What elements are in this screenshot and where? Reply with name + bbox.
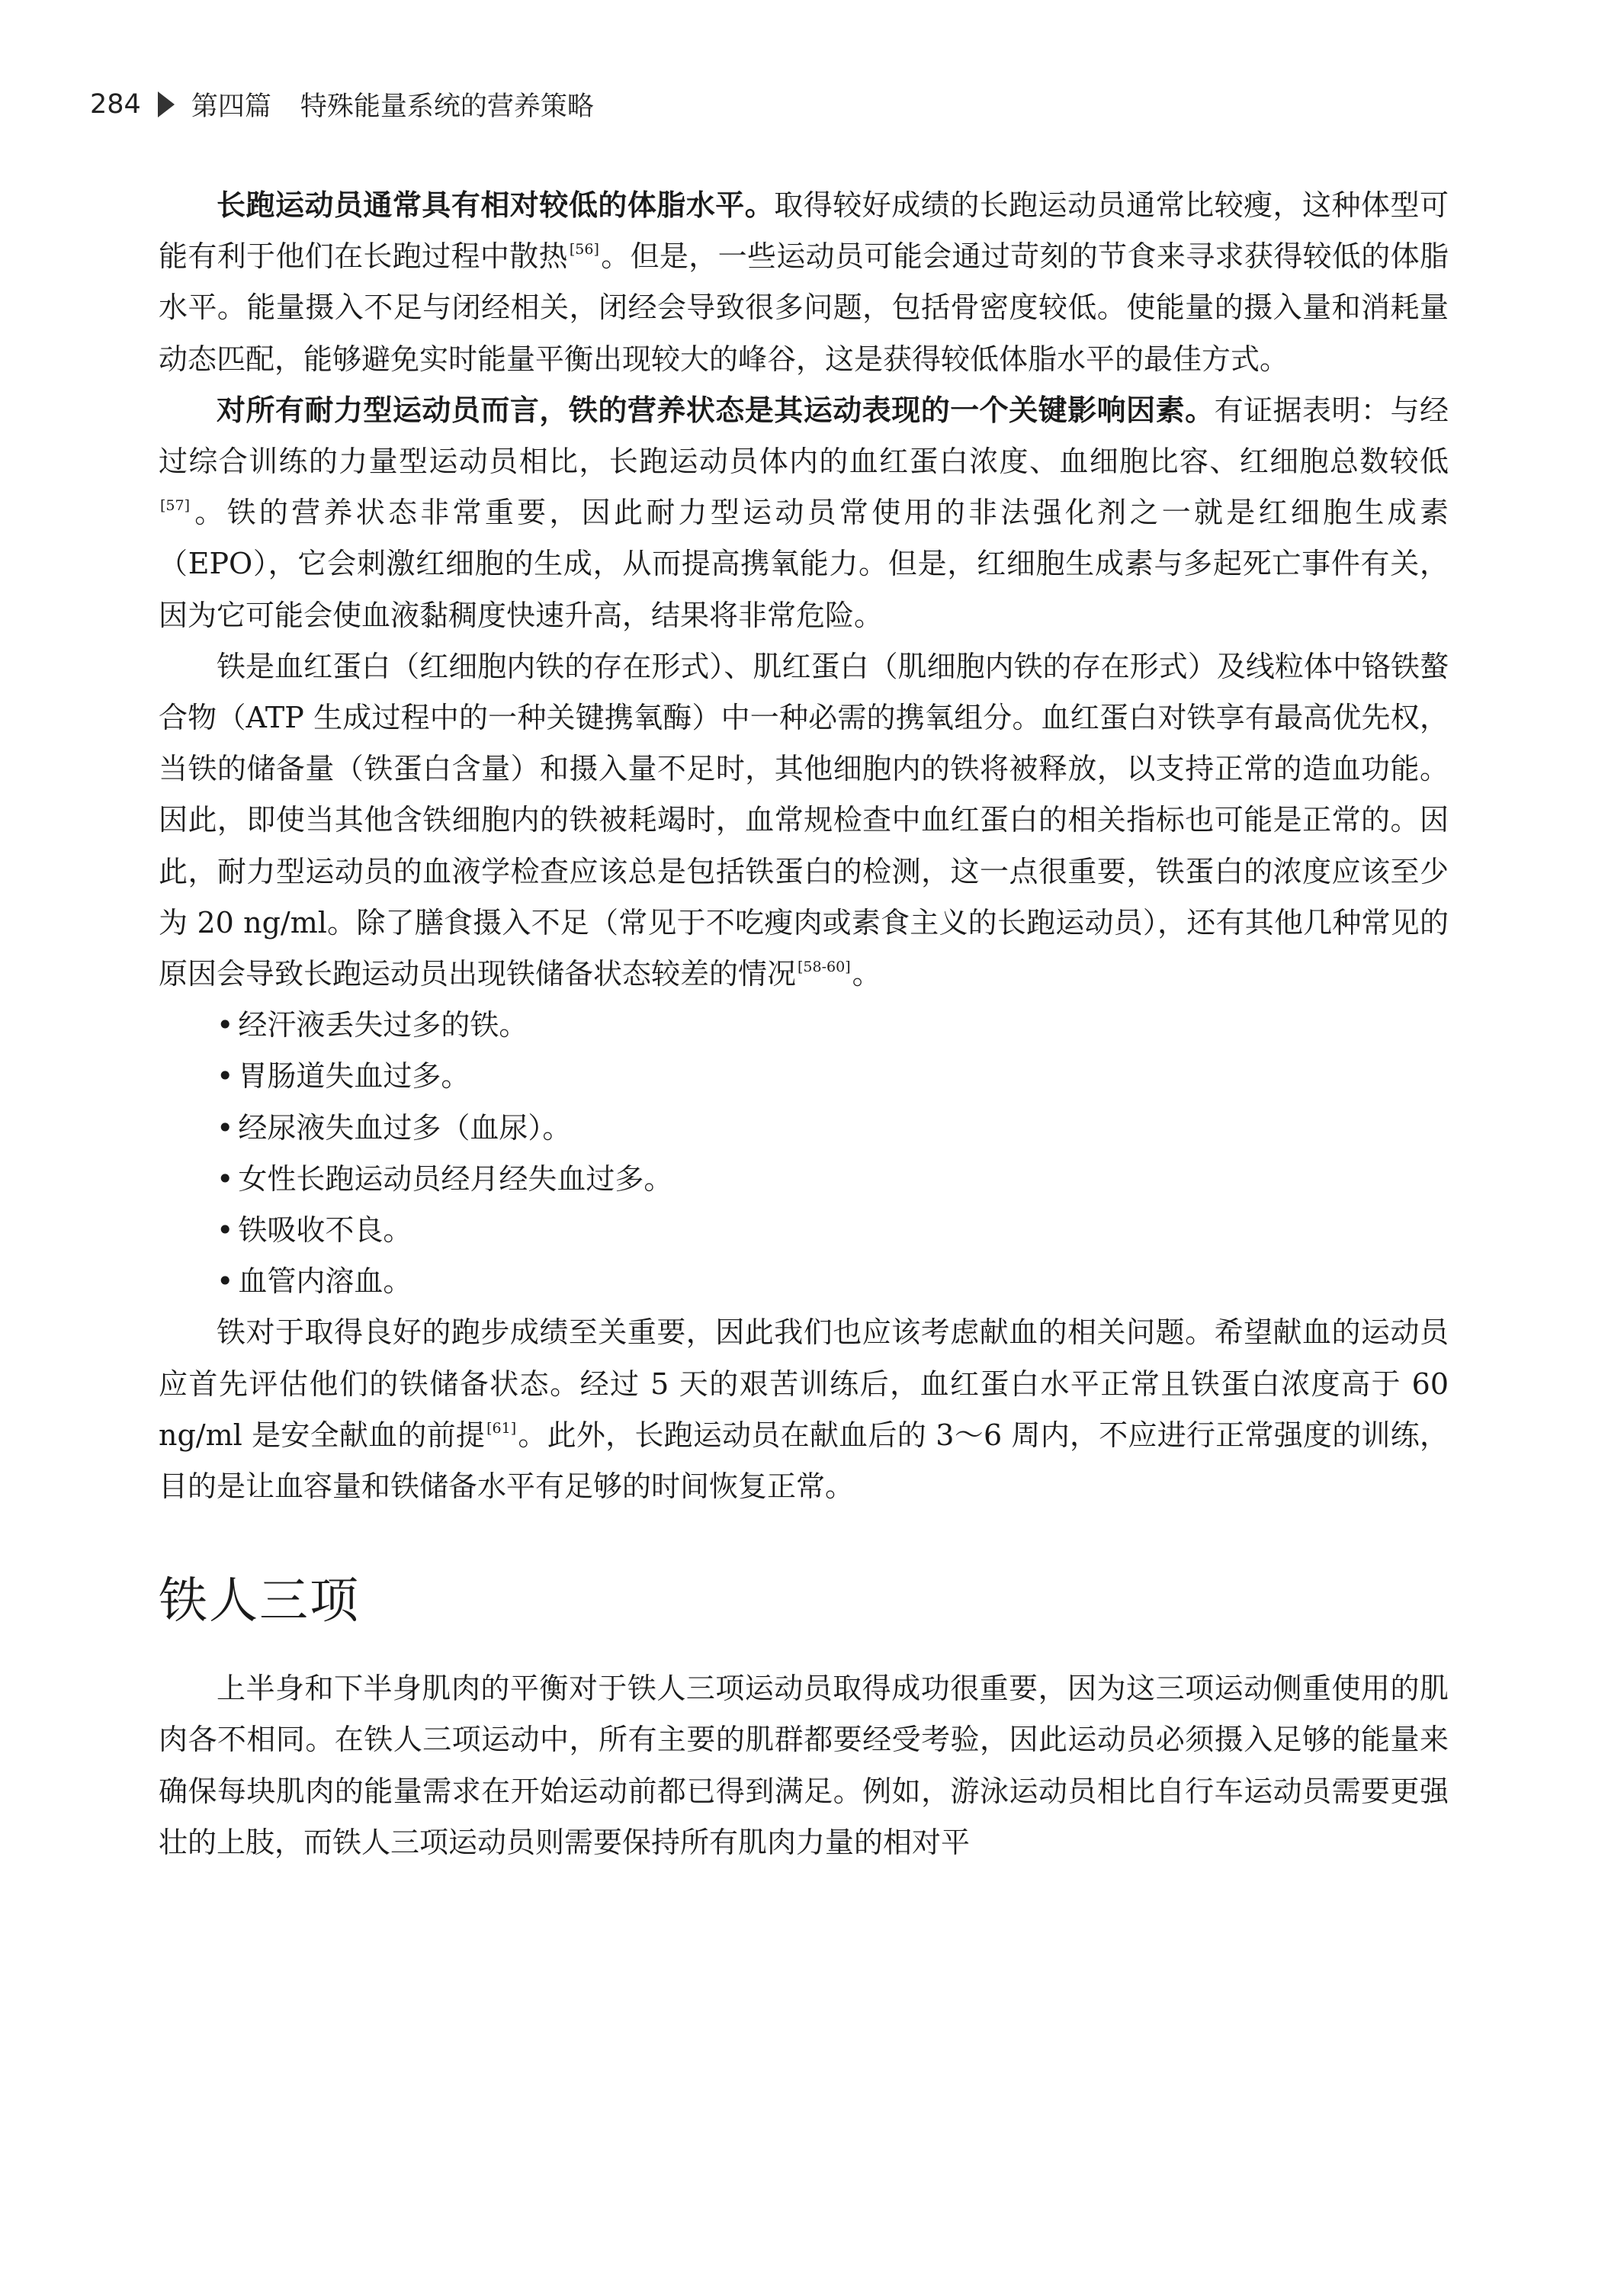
- paragraph-blood-donation: [159, 1307, 1449, 1512]
- list-item: • 血管内溶血。: [217, 1264, 412, 1299]
- paragraph-iron-status: [159, 385, 1449, 641]
- section-heading: 铁人三项: [159, 1573, 360, 1630]
- page-body: [159, 180, 1449, 1868]
- citation-ref: [57]: [160, 497, 191, 515]
- paragraph-text: 。: [852, 957, 881, 991]
- citation-ref: [58-60]: [798, 959, 851, 976]
- paragraph-text: 。此外，长跑运动员在献血后的 3～6 周内，不应进行正常强度的训练，目的是让血容量和铁储备水平有足够的时间恢复正常。: [159, 1418, 1449, 1504]
- running-header: [90, 85, 594, 124]
- paragraph-lead: 长跑运动员通常具有相对较低的体脂水平。: [217, 188, 775, 222]
- list-item: • 经尿液失血过多（血尿）。: [217, 1110, 572, 1145]
- paragraph-triathlon: 上半身和下半身肌肉的平衡对于铁人三项运动员取得成功很重要，因为这三项运动侧重使用的肌肉各不相同。在铁人三项运动中，所有主要的肌群都要经受考验，因此运动员必须摄入足够的能量来确保每块肌肉的能量需求在开始运动前都已得到满足。例如，游泳运动员相比自行车运动员需要更强壮的上肢，而铁人三项运动员则需要保持所有肌肉力量的相对平: [159, 1672, 1449, 1859]
- citation-ref: [61]: [486, 1419, 517, 1437]
- page-number: 284: [90, 89, 141, 120]
- list-item: • 铁吸收不良。: [217, 1213, 412, 1248]
- paragraph-text: 。铁的营养状态非常重要，因此耐力型运动员常使用的非法强化剂之一就是红细胞生成素（EPO），它会刺激红细胞的生成，从而提高携氧能力。但是，红细胞生成素与多起死亡事件有关，因为它可能会使血液黏稠度快速升高，结果将非常危险。: [159, 496, 1449, 632]
- paragraph-text: 。但是，一些运动员可能会通过苛刻的节食来寻求获得较低的体脂水平。能量摄入不足与闭经相关，闭经会导致很多问题，包括骨密度较低。使能量的摄入量和消耗量动态匹配，能够避免实时能量平衡出现较大的峰谷，这是获得较低体脂水平的最佳方式。: [159, 239, 1449, 376]
- list-item: • 胃肠道失血过多。: [217, 1059, 470, 1094]
- paragraph-lead: 对所有耐力型运动员而言，铁的营养状态是其运动表现的一个关键影响因素。: [217, 393, 1215, 427]
- part-title: 特殊能量系统的营养策略: [300, 92, 594, 122]
- triangle-arrow-icon: [158, 92, 175, 117]
- list-item: • 女性长跑运动员经月经失血过多。: [217, 1161, 673, 1196]
- list-item: • 经汗液丢失过多的铁。: [217, 1008, 528, 1042]
- paragraph-text: 铁是血红蛋白（红细胞内铁的存在形式）、肌红蛋白（肌细胞内铁的存在形式）及线粒体中铬铁螯合物（ATP 生成过程中的一种关键携氧酶）中一种必需的携氧组分。血红蛋白对铁享有最高优先权，当铁的储备量（铁蛋白含量）和摄入量不足时，其他细胞内的铁将被释放，以支持正常的造血功能。因此，即使当其他含铁细胞内的铁被耗竭时，血常规检查中血红蛋白的相关指标也可能是正常的。因此，耐力型运动员的血液学检查应该总是包括铁蛋白的检测，这一点很重要，铁蛋白的浓度应该至少为 20 ng/ml。除了膳食摄入不足（常见于不吃瘦肉或素食主义的长跑运动员），还有其他几种常见的原因会导致长跑运动员出现铁储备状态较差的情况: [159, 649, 1449, 991]
- part-label: 第四篇: [191, 92, 271, 122]
- paragraph-text: 取得较好成绩的长跑运动员通常比较瘦，这种体型可能有利于他们在长跑过程中散热: [159, 188, 1449, 274]
- citation-ref: [56]: [569, 241, 599, 259]
- paragraph-body-fat: [159, 180, 1449, 385]
- paragraph-text: 有证据表明：与经过综合训练的力量型运动员相比，长跑运动员体内的血红蛋白浓度、血细胞比容、红细胞总数较低: [159, 393, 1449, 479]
- paragraph-iron-function: [159, 641, 1449, 1000]
- iron-loss-causes-list: [159, 1000, 1449, 1307]
- paragraph-text: 铁对于取得良好的跑步成绩至关重要，因此我们也应该考虑献血的相关问题。希望献血的运动员应首先评估他们的铁储备状态。经过 5 天的艰苦训练后，血红蛋白水平正常且铁蛋白浓度高于 60 ng/ml 是安全献血的前提: [159, 1315, 1449, 1452]
